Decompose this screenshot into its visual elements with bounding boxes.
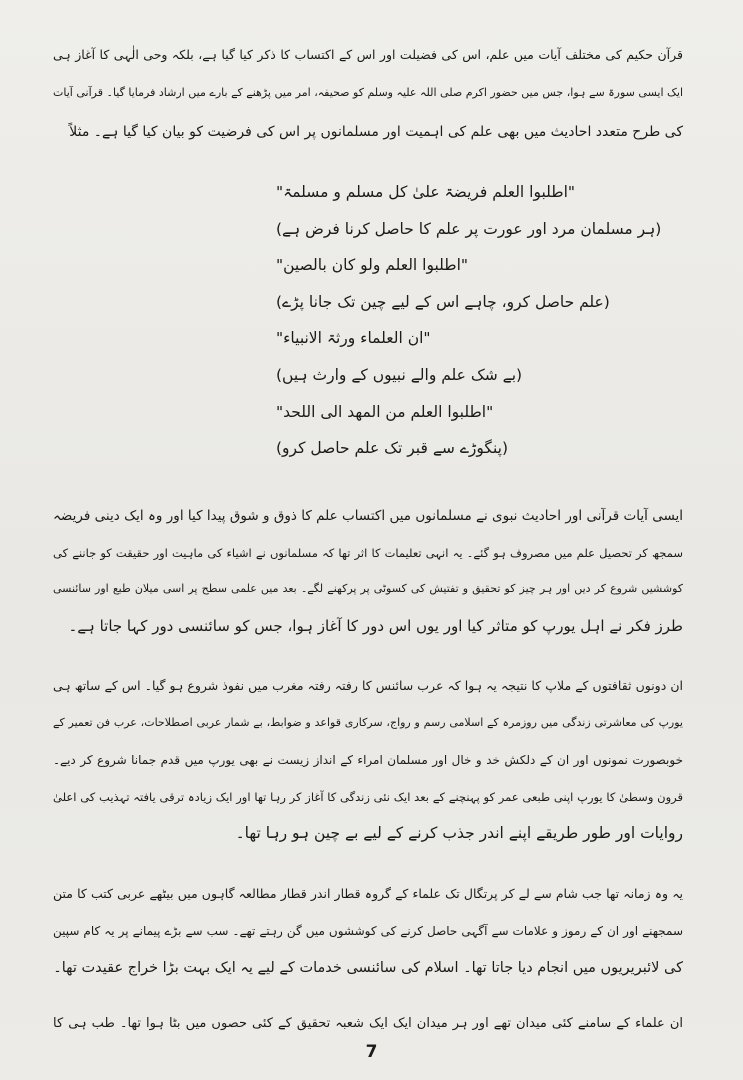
paragraph-4-line-1: یہ وہ زمانہ تھا جب شام سے لے کر پرتگال تک علماء کے گروہ قطار اندر قطار مطالعہ گاہوں میں بیٹھے عربی کتب کا متن (53, 886, 683, 901)
quote-translation-3: (بے شک علم والے نبیوں کے وارث ہیں) (276, 366, 523, 384)
quote-arabic-2: "اطلبوا العلم ولو کان بالصین" (276, 256, 469, 274)
quote-arabic-1: "اطلبوا العلم فریضۃ علیٰ کل مسلم و مسلمۃ" (276, 183, 576, 201)
paragraph-1-line-2: ایک ایسی سورۃ سے ہوا، جس میں حضور اکرم صلی اللہ علیہ وسلم کو صحیفہ، امر میں پڑھنے کے بارے میں ارشاد فرمایا گیا۔ قرآنی آیات (53, 86, 683, 99)
quote-arabic-3: "ان العلماء ورثۃ الانبیاء" (276, 329, 431, 347)
paragraph-3-line-2: یورپ کی معاشرتی زندگی میں روزمرہ کے اسلامی رسم و رواج، سرکاری قواعد و ضوابط، بے شمار عربی اصطلاحات، عرب فن تعمیر کے (53, 716, 683, 729)
paragraph-3-line-1: ان دونوں ثقافتوں کے ملاپ کا نتیجہ یہ ہوا کہ عرب سائنس کا رفتہ رفتہ مغرب میں نفوذ شروع ہو گیا۔ اس کے ساتھ ہی (53, 678, 683, 693)
paragraph-2-line-1: ایسی آیات قرآنی اور احادیث نبوی نے مسلمانوں میں اکتساب علم کا ذوق و شوق پیدا کیا اور وہ ایک دینی فریضہ (53, 508, 683, 524)
paragraph-3-line-4: قرون وسطیٰ کا یورپ اپنی طبعی عمر کو پہنچنے کے بعد ایک نئی زندگی کا آغاز کر رہا تھا اور ایک زیادہ ترقی یافتہ تہذیب کی اعلیٰ (53, 790, 683, 804)
paragraph-1-line-3: کی طرح متعدد احادیث میں بھی علم کی اہمیت اور مسلمانوں پر اس کی فرضیت کو بیان کیا گیا ہے۔ مثلاً (69, 124, 683, 140)
page-number: 7 (365, 1042, 378, 1062)
quote-arabic-4: "اطلبوا العلم من المھد الی اللحد" (276, 403, 494, 421)
paragraph-2-line-3: کوششیں شروع کر دیں اور ہر چیز کو تحقیق و تفتیش کی کسوٹی پر پرکھنے لگے۔ بعد میں علمی سطح پر اسی میلان طبع اور سائنسی (53, 582, 683, 595)
paragraph-5-line-1: ان علماء کے سامنے کئی میدان تھے اور ہر میدان ایک ایک شعبہ تحقیق کے کئی حصوں میں بٹا ہوا تھا۔ طب ہی کا (53, 1016, 683, 1031)
quote-translation-4: (پنگوڑے سے قبر تک علم حاصل کرو) (276, 439, 508, 457)
paragraph-1-line-1: قرآن حکیم کی مختلف آیات میں علم، اس کی فضیلت اور اس کے اکتساب کا ذکر کیا گیا ہے، بلکہ وحی الٰہی کا آغاز ہی (53, 47, 683, 62)
paragraph-2-line-2: سمجھ کر تحصیل علم میں مصروف ہو گئے۔ یہ انہی تعلیمات کا اثر تھا کہ مسلمانوں نے اشیاء کی ماہیت اور حقیقت کو جاننے کی (53, 546, 683, 560)
paragraph-4-line-2: سمجھنے اور ان کے رموز و علامات سے آگہی حاصل کرنے کی کوششوں میں گن رہتے تھے۔ سب سے بڑے پیمانے پر یہ کام سپین (53, 924, 683, 938)
quote-translation-1: (ہر مسلمان مرد اور عورت پر علم کا حاصل کرنا فرض ہے) (276, 220, 662, 238)
paragraph-4-line-3: کی لائبریریوں میں انجام دیا جاتا تھا۔ اسلام کی سائنسی خدمات کے لیے یہ ایک بہت بڑا خراج عقیدت تھا۔ (53, 960, 683, 976)
paragraph-3-line-3: خوبصورت نمونوں اور ان کے دلکش خد و خال اور مسلمان امراء کے انداز زیست نے بھی یورپ میں قدم جمانا شروع کر دیے۔ (53, 753, 683, 767)
paragraph-3-line-5: روایات اور طور طریقے اپنے اندر جذب کرنے کے لیے بے چین ہو رہا تھا۔ (235, 824, 683, 842)
quote-translation-2: (علم حاصل کرو، چاہے اس کے لیے چین تک جانا پڑے) (276, 293, 610, 311)
paragraph-2-line-4: طرز فکر نے اہل یورپ کو متاثر کیا اور یوں اس دور کا آغاز ہوا، جس کو سائنسی دور کہا جاتا ہے۔ (68, 617, 683, 635)
